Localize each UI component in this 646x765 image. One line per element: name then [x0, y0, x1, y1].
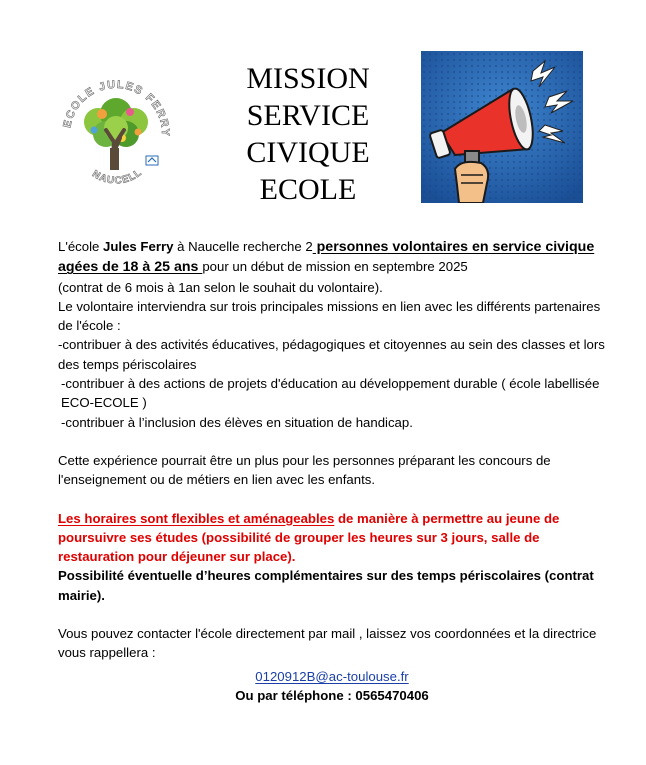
- mission-item-1: -contribuer à des activités éducatives, pédagogiques et citoyennes au sein des classes et lors des temps périscolaires: [58, 337, 605, 372]
- contact-paragraph: Vous pouvez contacter l'école directement par mail , laissez vos coordonnées et la directrice vous rappellera :: [58, 626, 597, 661]
- megaphone-icon: [421, 51, 583, 203]
- school-name: Jules Ferry: [103, 239, 174, 254]
- title-line-3: CIVIQUE: [246, 136, 370, 169]
- schedule-underlined: Les horaires sont flexibles et aménageables: [58, 510, 335, 526]
- mission-item-2: -contribuer à des actions de projets d'éducation au développement durable ( école labellisée ECO-ECOLE ): [61, 376, 600, 411]
- experience-paragraph: Cette expérience pourrait être un plus pour les personnes préparant les concours de l'enseignement ou de métiers en lien avec les enfants.: [58, 452, 551, 488]
- contact-email-link[interactable]: 0120912B@ac-toulouse.fr: [255, 668, 409, 684]
- logo-top-text: ECOLE JULES FERRY: [61, 78, 172, 138]
- logo-bottom-text: NAUCELL: [90, 167, 145, 187]
- school-tree-logo-icon: [60, 72, 172, 190]
- volunteer-highlight: personnes volontaires en service civique agées de 18 à 25 ans: [58, 239, 595, 276]
- intro-text-2: à Naucelle recherche 2: [173, 239, 313, 254]
- intro-paragraph: [58, 237, 606, 278]
- missions-intro: Le volontaire interviendra sur trois principales missions en lien avec les différents partenaires de l'école :: [58, 298, 601, 334]
- announcement-body: [58, 237, 606, 705]
- intro-text-1: L'école: [58, 239, 104, 254]
- schedule-paragraph: [58, 509, 606, 567]
- title-line-4: ECOLE: [259, 173, 357, 206]
- contact-phone: Ou par téléphone : 0565470406: [235, 687, 429, 703]
- title-line-2: SERVICE: [246, 99, 370, 132]
- contract-duration: (contrat de 6 mois à 1an selon le souhait du volontaire).: [58, 279, 383, 295]
- school-logo: [60, 72, 172, 190]
- intro-text-3: pour un début de mission en septembre 2025: [202, 259, 468, 275]
- schedule-rest: de manière à permettre au jeune de poursuivre ses études (possibilité de grouper les heures sur 3 jours, salle de restauration pour déjeuner sur place).: [58, 510, 560, 565]
- mission-item-3: -contribuer à l’inclusion des élèves en situation de handicap.: [61, 414, 413, 430]
- megaphone-illustration: [421, 51, 583, 203]
- extra-hours: Possibilité éventuelle d’heures complémentaires sur des temps périscolaires (contrat mairie).: [58, 568, 594, 603]
- title-line-1: MISSION: [246, 62, 370, 95]
- page-title: [232, 60, 384, 208]
